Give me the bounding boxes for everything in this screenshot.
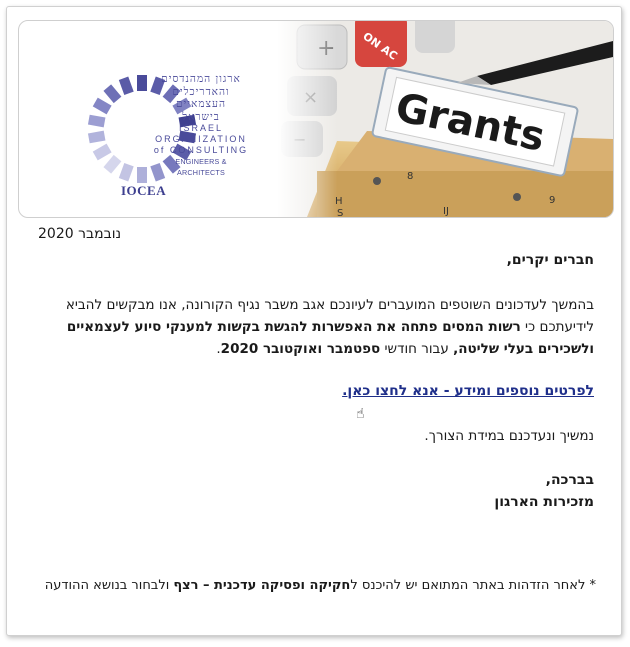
more-info-link[interactable]: לפרטים נוספים ומידע - אנא לחצו כאן. bbox=[342, 383, 594, 399]
logo-hebrew-line: ארגון המהנדסים bbox=[161, 73, 241, 85]
logo-hebrew-line: בישראל bbox=[182, 110, 220, 123]
body-bold-text: ולשכירים בעלי שליטה, bbox=[453, 341, 594, 357]
logo-english-small: ENGINEERS & ARCHITECTS bbox=[175, 157, 227, 177]
continue-update-text: נמשיך ונעדכנם במידת הצורך. bbox=[424, 428, 594, 444]
body-text: . bbox=[216, 341, 221, 357]
logo-english-line: of CONSULTING bbox=[153, 145, 249, 155]
logo-acronym: IOCEA bbox=[121, 183, 167, 198]
logo-hebrew-line: והאדריכלים bbox=[172, 85, 230, 98]
logo-wordmark bbox=[151, 73, 251, 178]
signature-regards: בברכה, bbox=[545, 472, 594, 488]
body-bold-text: רשות המסים פתחה את האפשרות להגשת בקשות למענקי סיוע לעצמאיים bbox=[66, 319, 521, 335]
header-banner bbox=[18, 20, 614, 218]
letter-date: נובמבר 2020 bbox=[38, 226, 122, 242]
footnote bbox=[45, 578, 596, 593]
body-text: לידיעתכם כי bbox=[520, 319, 594, 335]
footnote-prefix: * לאחר הזדהות באתר המתואם יש להיכנס ל bbox=[350, 578, 596, 593]
footnote-bold: חקיקה ופסיקה עדכנית – רצף bbox=[173, 578, 351, 593]
body-text: עבור חודשי bbox=[380, 341, 454, 357]
logo-english-line: ORGANIZATION bbox=[155, 134, 247, 144]
grants-photo bbox=[277, 21, 613, 217]
footnote-suffix: ולבחור בנושא ההודעה bbox=[44, 578, 174, 593]
letter-body-paragraph bbox=[36, 294, 594, 360]
body-bold-text: ספטמבר ואוקטובר 2020 bbox=[220, 341, 381, 357]
letter-greeting: חברים יקרים, bbox=[506, 252, 594, 268]
signature-organization: מזכירות הארגון bbox=[494, 494, 594, 510]
pointing-hand-icon: ☝ bbox=[356, 406, 365, 422]
logo-english-line: ISRAEL bbox=[178, 123, 223, 133]
logo-hebrew-line: העצמאיים bbox=[175, 98, 227, 110]
body-line: בהמשך לעדכונים השוטפים המועברים לעיונכם אגב משבר נגיף הקורונה, אנו מבקשים להביא bbox=[65, 297, 594, 313]
